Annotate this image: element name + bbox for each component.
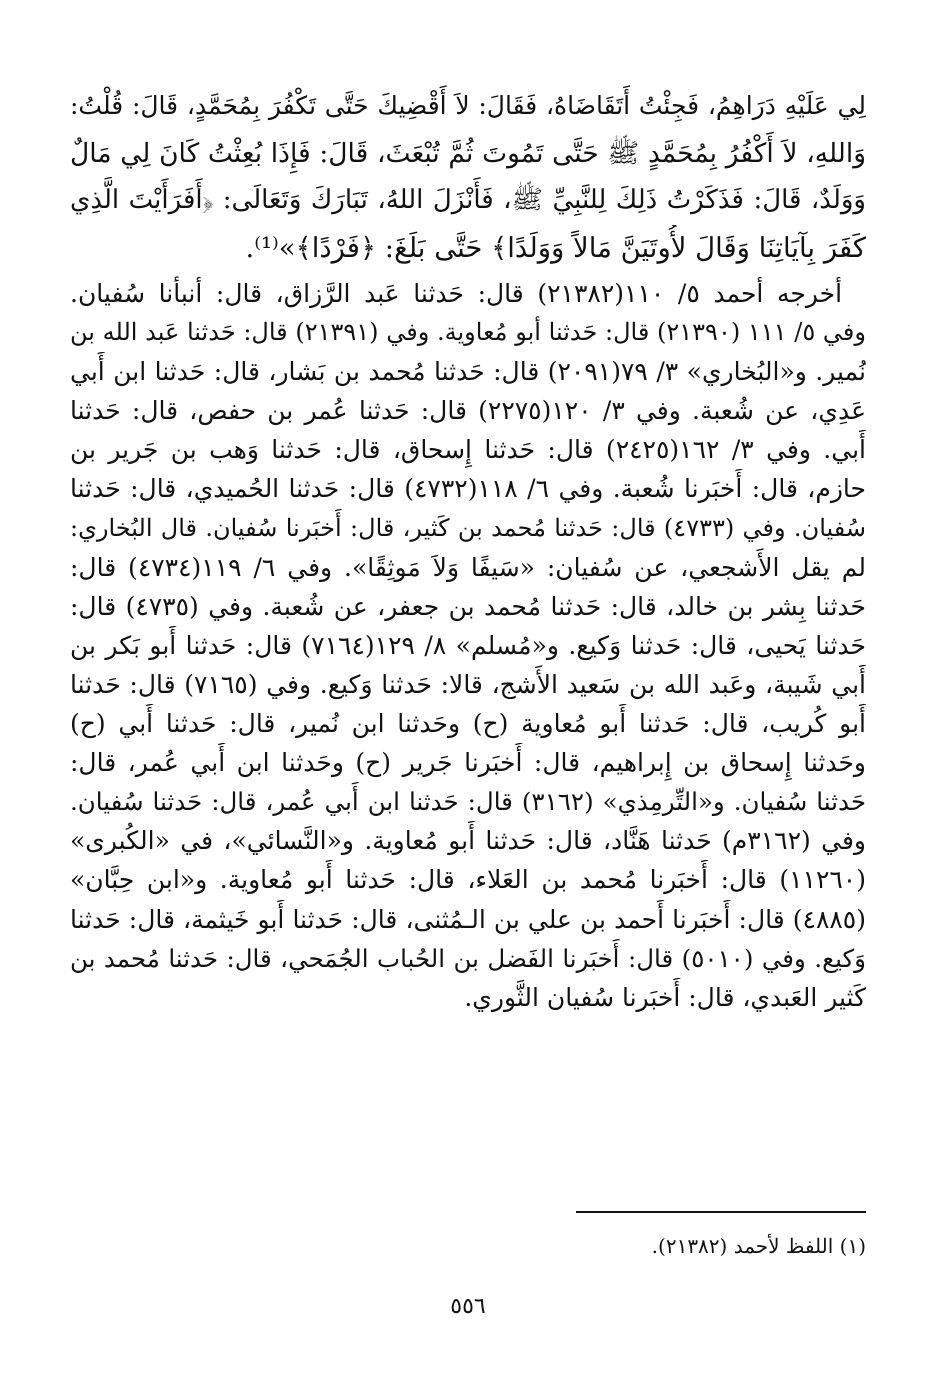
- takhrij-line: لم يقل الأَشجعي، عن سُفيان: «سَيفًا وَلاَ مَوثِقًا». وفي ٦/ ١١٩(٤٧٣٤) قال:: [70, 552, 866, 582]
- takhrij-line: حَدثنا سُفيان. و«التِّرمِذي» (٣١٦٢) قال: حَدثنا ابن أَبي عُمر، قال: حَدثنا سُفيان.: [70, 787, 866, 817]
- takhrij-line: حازم، قال: أَخبَرنا شُعبة. وفي ٦/ ١١٨(٤٧٣٢) قال: حَدثنا الحُميدي، قال: حَدثنا: [70, 474, 866, 504]
- takhrij-line: كَثير العَبدي، قال: أَخبَرنا سُفيان الثَّوري.: [464, 982, 866, 1012]
- takhrij-line: أَبي شَيبة، وعَبد الله بن سَعيد الأَشج، قالا: حَدثنا وَكيع. وفي (٧١٦٥) قال: حَدثنا: [70, 669, 866, 699]
- hadith-text: [70, 82, 866, 272]
- page-number: ٥٥٦: [450, 1294, 486, 1319]
- takhrij-line: وحَدثنا إِسحاق بن إِبراهيم، قال: أَخبَرنا جَرير (ح) وحَدثنا ابن أَبي عُمر، قال:: [70, 748, 866, 778]
- takhrij-text: [70, 274, 866, 1017]
- takhrij-line: أَبو كُريب، قال: حَدثنا أَبو مُعاوية (ح) وحَدثنا ابن نُمير، قال: حَدثنا أَبي (ح): [70, 709, 866, 739]
- takhrij-line: سُفيان. وفي (٤٧٣٣) قال: حَدثنا مُحمد بن كَثير، قال: أَخبَرنا سُفيان. قال البُخاري:: [70, 513, 866, 542]
- hadith-line: وَاللهِ، لاَ أَكْفُرُ بِمُحَمَّدٍ ﷺ حَتَّى تَمُوتَ ثُمَّ تُبْعَثَ، قَالَ: فَإِذَا بُعِثْتُ كَانَ لِي مَالٌ: [70, 137, 866, 169]
- takhrij-line: حَدثنا بِشر بن خالد، قال: حَدثنا مُحمد بن جعفر، عن شُعبة. وفي (٤٧٣٥) قال:: [70, 591, 866, 621]
- hadith-line: لِي عَلَيْهِ دَرَاهِمُ، فَجِئْتُ أَتَقَاضَاهُ، فَقَالَ: لاَ أَقْضِيكَ حَتَّى تَكْفُرَ بِمُحَمَّدٍ، قَالَ: قُلْتُ:: [70, 91, 866, 120]
- takhrij-line: نُمير. و«البُخاري» ٣/ ٧٩(٢٠٩١) قال: حَدثنا مُحمد بن بَشار، قال: حَدثنا ابن أَبي: [70, 357, 866, 387]
- footnote: (١) اللفظ لأحمد (٢١٣٨٢).: [651, 1234, 866, 1258]
- takhrij-line: حَدثنا يَحيى، قال: حَدثنا وَكيع. و«مُسلم» ٨/ ١٢٩(٧١٦٤) قال: حَدثنا أَبو بَكر بن: [70, 630, 866, 660]
- takhrij-line: وَكيع. وفي (٥٠١٠) قال: أَخبَرنا الفَضل بن الحُباب الجُمَحي، قال: حَدثنا مُحمد بن: [70, 943, 866, 973]
- book-page: [70, 82, 866, 1342]
- takhrij-line: وفي (٣١٦٢م) حَدثنا هَنَّاد، قال: حَدثنا أَبو مُعاوية. و«النَّسائي»، في «الكُبرى»: [70, 826, 866, 856]
- takhrij-line: عَدِي، عن شُعبة. وفي ٣/ ١٢٠(٢٢٧٥) قال: حَدثنا عُمر بن حفص، قال: حَدثنا: [70, 396, 866, 426]
- takhrij-line: أخرجه أحمد ٥/ ١١٠(٢١٣٨٢) قال: حَدثنا عَبد الرَّزاق، قال: أنبأنا سُفيان.: [70, 279, 843, 308]
- footnote-divider: [576, 1211, 866, 1213]
- takhrij-line: أَبي. وفي ٣/ ١٦٢(٢٤٢٥) قال: حَدثنا إِسحاق، قال: حَدثنا وَهب بن جَرير بن: [70, 435, 866, 465]
- hadith-line: كَفَرَ بِآيَاتِنَا وَقَالَ لأُوتَيَنَّ مَالاً وَوَلَدًا﴾ حَتَّى بَلَغَ: ﴿فَرْدًا﴾»⁽¹⁾.: [245, 231, 866, 264]
- takhrij-line: (١١٢٦٠) قال: أَخبَرنا مُحمد بن العَلاء، قال: حَدثنا أَبو مُعاوية. و«ابن حِبَّان»: [70, 865, 866, 895]
- takhrij-line: (٤٨٨٥) قال: أَخبَرنا أَحمد بن علي بن الـمُثنى، قال: حَدثنا أَبو خَيثمة، قال: حَدثنا: [70, 904, 866, 934]
- hadith-line: وَوَلَدٌ، قَالَ: فَذَكَرْتُ ذَلِكَ لِلنَّبِيِّ ﷺ، فَأَنْزَلَ اللهُ، تَبَارَكَ وَتَعَالَى: ﴿أَفَرَأَيْتَ الَّذِي: [70, 185, 866, 215]
- takhrij-line: وفي ٥/ ١١١ (٢١٣٩٠) قال: حَدثنا أبو مُعاوية. وفي (٢١٣٩١) قال: حَدثنا عَبد الله بن: [70, 318, 866, 347]
